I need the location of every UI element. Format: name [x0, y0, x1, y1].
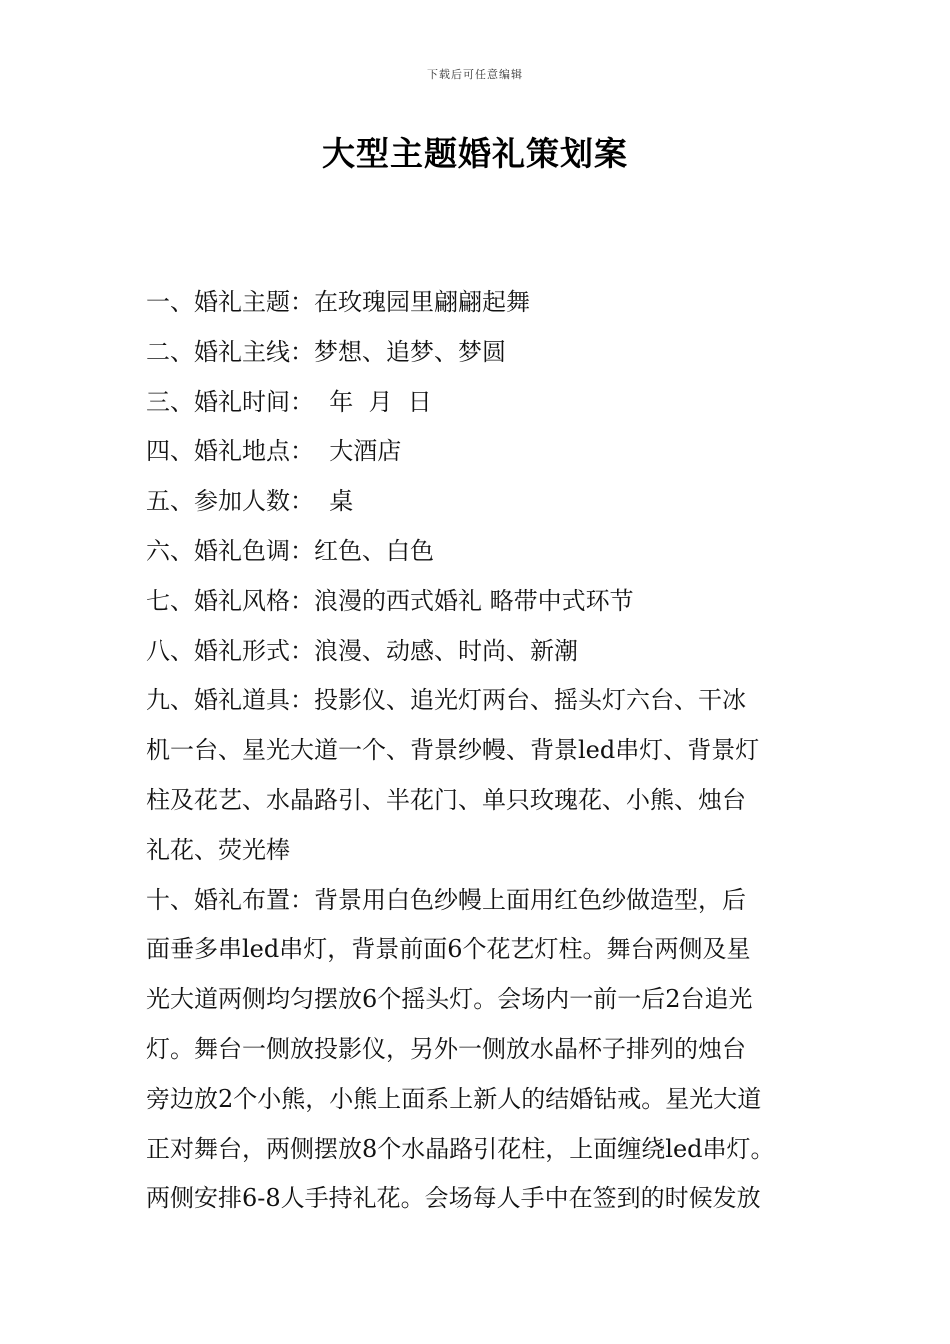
page-title: 大型主题婚礼策划案 — [322, 134, 628, 173]
item-mainline: 二、婚礼主线：梦想、追梦、梦圆 — [146, 337, 506, 366]
paragraph-line: 九、婚礼道具：投影仪、追光灯两台、摇头灯六台、干冰 — [146, 686, 746, 715]
item-time: 三、婚礼时间： 年 月 日 — [146, 387, 432, 416]
item-venue: 四、婚礼地点： 大酒店 — [146, 437, 402, 466]
item-theme: 一、婚礼主题：在玫瑰园里翩翩起舞 — [146, 288, 530, 316]
paragraph-line: 面垂多串led串灯，背景前面6个花艺灯柱。舞台两侧及星 — [146, 935, 751, 964]
item-colors: 六、婚礼色调：红色、白色 — [146, 536, 434, 565]
paragraph-line: 光大道两侧均匀摆放6个摇头灯。会场内一前一后2台追光 — [146, 985, 753, 1014]
paragraph-line: 十、婚礼布置：背景用白色纱幔上面用红色纱做造型，后 — [146, 885, 746, 914]
item-form: 八、婚礼形式：浪漫、动感、时尚、新潮 — [146, 636, 578, 665]
paragraph-line: 机一台、星光大道一个、背景纱幔、背景led串灯、背景灯 — [146, 736, 760, 765]
item-style: 七、婚礼风格：浪漫的西式婚礼 略带中式环节 — [146, 586, 634, 615]
document-body — [146, 278, 816, 1224]
item-guests: 五、参加人数： 桌 — [146, 487, 354, 516]
paragraph-line: 旁边放2个小熊，小熊上面系上新人的结婚钻戒。星光大道 — [146, 1084, 762, 1113]
item-props-paragraph — [146, 676, 816, 875]
item-layout-paragraph — [146, 876, 816, 1225]
paragraph-line: 礼花、荧光棒 — [146, 835, 290, 864]
paragraph-line: 正对舞台，两侧摆放8个水晶路引花柱，上面缠绕led串灯。 — [146, 1134, 775, 1163]
header-note: 下载后可任意编辑 — [427, 68, 523, 81]
paragraph-line: 灯。舞台一侧放投影仪，另外一侧放水晶杯子排列的烛台 — [146, 1034, 746, 1063]
paragraph-line: 柱及花艺、水晶路引、半花门、单只玫瑰花、小熊、烛台 — [146, 785, 746, 814]
paragraph-line: 两侧安排6-8人手持礼花。会场每人手中在签到的时候发放 — [146, 1184, 761, 1213]
